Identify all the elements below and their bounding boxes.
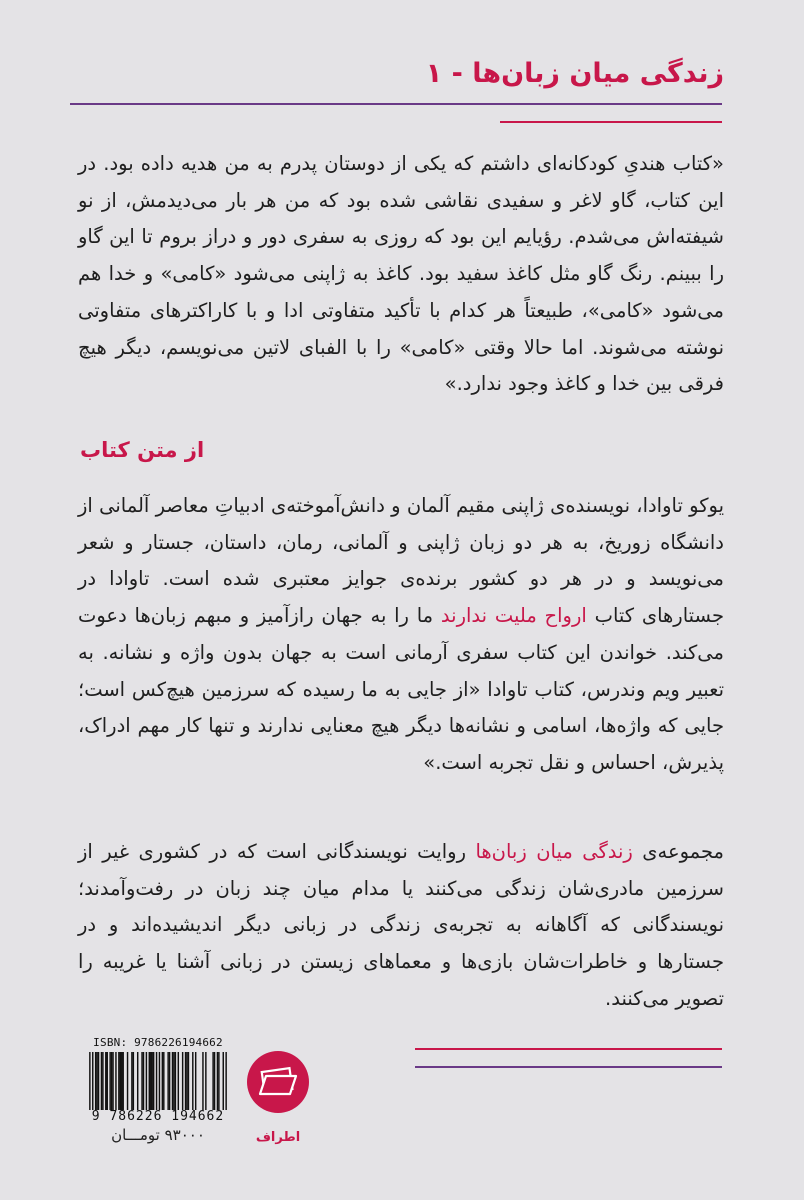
barcode-bar (96, 1052, 97, 1110)
barcode-bar (153, 1052, 154, 1110)
barcode-digits: 9 786226 194662 (91, 1109, 225, 1124)
barcode-bar (185, 1052, 186, 1110)
author-bio (78, 488, 724, 782)
barcode-bar (192, 1052, 193, 1110)
book-title: ارواح ملیت ندارند (440, 604, 587, 628)
quote-source: از متن کتاب (80, 438, 205, 462)
barcode-bar (150, 1052, 151, 1110)
barcode-bar (122, 1052, 123, 1110)
series-intro (78, 834, 724, 1018)
price: ۹۳۰۰۰ تومـــان (111, 1126, 205, 1144)
barcode-bar (169, 1052, 170, 1110)
barcode-bar (112, 1052, 113, 1110)
isbn-label: ISBN: 9786226194662 (93, 1036, 223, 1049)
publisher-name: اطراف (255, 1130, 301, 1145)
barcode-bar (186, 1052, 187, 1110)
folder-circle-icon (246, 1050, 310, 1114)
barcode-bar (151, 1052, 152, 1110)
author-bio-part2: ما را به جهان رازآمیز و مبهم زبان‌ها دعوت می‌کند. خواندن این کتاب سفری آرمانی است به جهان بدون واژه و نشانه. به تعبیر ویم وندرس، کتاب تاوادا «از جایی به ما رسیده که سرزمین هیچ‌کس است؛ جایی که واژه‌ها، اسامی و نشانه‌ها دیگر هیچ معنایی ندارند و تنها کار مهم ادراک، پذیرش، احساس و نقل تجربه است.» (78, 604, 724, 774)
series-title: زندگی میان زبان‌ها - ۱ (425, 58, 724, 89)
barcode-bar (107, 1052, 108, 1110)
barcode-bar (105, 1052, 106, 1110)
barcode-bar (205, 1052, 206, 1110)
barcode-bar (118, 1052, 119, 1110)
barcode-bar (225, 1052, 226, 1110)
barcode-bar (89, 1052, 90, 1110)
barcode-bar (212, 1052, 213, 1110)
barcode-bar (172, 1052, 173, 1110)
barcode-bar (163, 1052, 164, 1110)
bottom-divider-purple (415, 1066, 722, 1068)
barcode-bar (149, 1052, 150, 1110)
barcode-bar (156, 1052, 157, 1110)
barcode-bar (109, 1052, 110, 1110)
series-name: زندگی میان زبان‌ها (475, 840, 633, 863)
barcode-bar (115, 1052, 116, 1110)
barcode-bar (218, 1052, 219, 1110)
barcode-bar (131, 1052, 132, 1110)
barcode-bar (101, 1052, 102, 1110)
barcode-icon (82, 1050, 234, 1112)
barcode-bar (102, 1052, 103, 1110)
barcode-bar (188, 1052, 189, 1110)
barcode-bar (146, 1052, 147, 1110)
barcode-bar (143, 1052, 144, 1110)
barcode-bar (217, 1052, 218, 1110)
barcode-bar (162, 1052, 163, 1110)
barcode-bar (167, 1052, 168, 1110)
barcode-bar (173, 1052, 174, 1110)
barcode-bar (178, 1052, 179, 1110)
barcode-bar (98, 1052, 99, 1110)
top-divider-red (500, 121, 722, 123)
series-intro-part1: مجموعه‌ی (632, 840, 724, 863)
barcode-bar (121, 1052, 122, 1110)
barcode-bar (223, 1052, 224, 1110)
barcode-bar (214, 1052, 215, 1110)
barcode-bar (95, 1052, 96, 1110)
barcode-bar (120, 1052, 121, 1110)
barcode-bar (141, 1052, 142, 1110)
barcode-bar (137, 1052, 138, 1110)
barcode-bar (111, 1052, 112, 1110)
barcode-bar (127, 1052, 128, 1110)
bottom-divider-red (415, 1048, 722, 1050)
barcode-bar (182, 1052, 183, 1110)
barcode-bar (195, 1052, 196, 1110)
top-divider-purple (70, 103, 722, 105)
book-quote: «کتاب هندیِ کودکانه‌ای داشتم که یکی از دوستان پدرم به من هدیه داده بود. در این کتاب، گاو لاغر و سفیدی نقاشی شده بود که من هر بار می‌دیدمش، از نو شیفته‌اش می‌شدم. رؤیایم این بود که روزی به سفری دور و دراز بروم تا این گاو را ببینم. رنگ گاو مثل کاغذ سفید بود. کاغذ به ژاپنی می‌شود «کامی» و خدا هم می‌شود «کامی»، طبیعتاً هر کدام با تأکید متفاوتی ادا و با کاراکترهای متفاوتی نوشته می‌شوند. اما حالا وقتی «کامی» را با الفبای لاتین می‌نویسم، دیگر هیچ فرقی بین خدا و کاغذ وجود ندارد.» (78, 152, 724, 396)
barcode-bar (175, 1052, 176, 1110)
barcode-bar (159, 1052, 160, 1110)
author-bio-part1: یوکو تاوادا، نویسنده‌ی ژاپنی مقیم آلمان و دانش‌آموخته‌ی ادبیاتِ معاصر آلمانی از دانشگاه زوریخ، به هر دو زبان ژاپنی و آلمانی، رمان، داستان، جستار و شعر می‌نویسد و در هر دو کشور برنده‌ی جوایز معتبری شده است. تاوادا در جستارهای کتاب (78, 494, 725, 628)
barcode-bar (92, 1052, 93, 1110)
barcode-bar (133, 1052, 134, 1110)
barcode-block (82, 1036, 234, 1130)
barcode-bar (202, 1052, 203, 1110)
series-intro-part2: روایت نویسندگانی است که در کشوری غیر از سرزمین مادری‌شان زندگی می‌کنند یا مدام میان چند زبان در رفت‌وآمدند؛ نویسندگانی که آگاهانه به تجربه‌ی زندگی در زبانی دیگر اندیشیده‌اند و در جستارها و خاطرات‌شان بازی‌ها و معماهای زیستن در زبانی آشنا یا غریبه را تصویر می‌کنند. (78, 840, 724, 1010)
